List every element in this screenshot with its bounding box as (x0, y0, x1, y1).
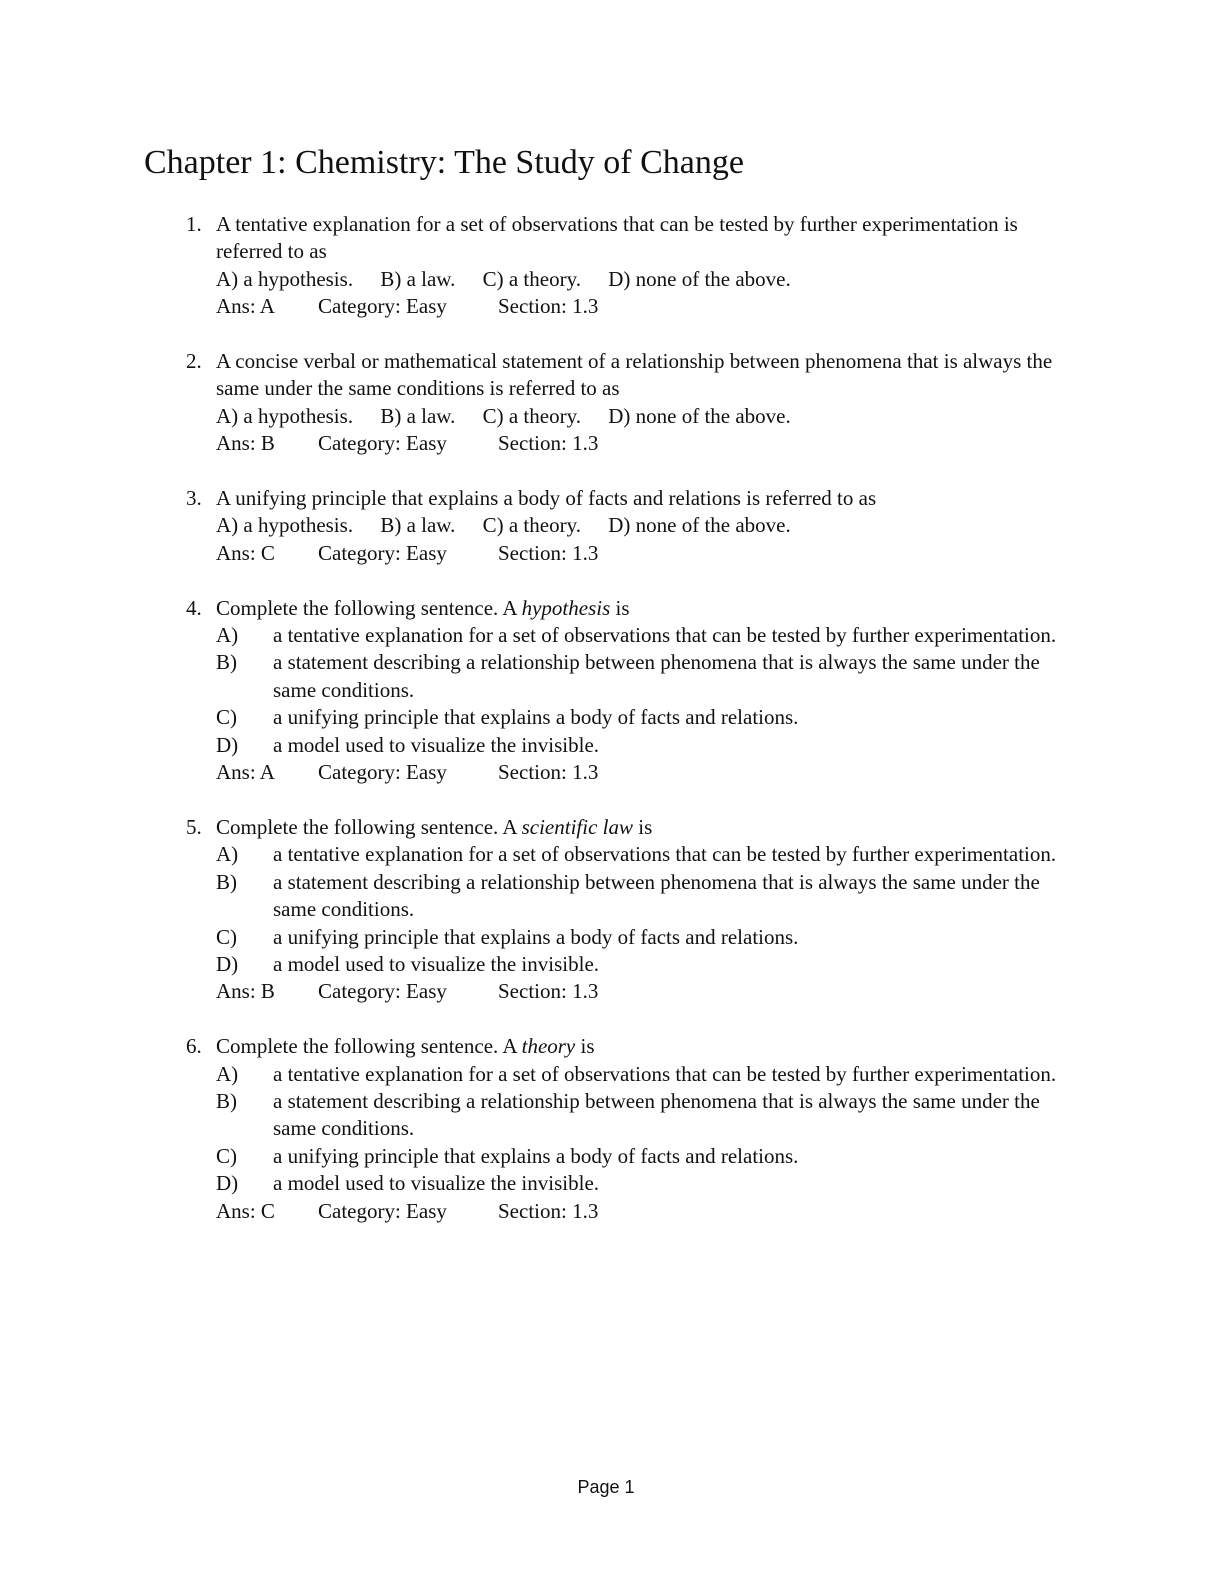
choice-letter: C) (216, 1143, 237, 1168)
choice-letter: D) (216, 1171, 239, 1196)
choice-letter: C) (216, 705, 237, 730)
question-body (216, 1033, 1066, 1225)
choice-c (216, 1143, 1066, 1170)
choice-text: a model used to visualize the invisible. (273, 951, 600, 976)
choice-a (216, 841, 1066, 868)
choice-d: D) none of the above. (608, 513, 791, 538)
choice-text: a statement describing a relationship between phenomena that is always the same under the same conditions. (273, 869, 1040, 922)
stem-term: theory (521, 1034, 576, 1059)
choice-letter: A) (216, 1061, 239, 1086)
answer-section: Section: 1.3 (498, 1198, 599, 1223)
answer-category: Category: Easy (318, 760, 447, 785)
choice-text: a tentative explanation for a set of observations that can be tested by further experimentation. (273, 1061, 1057, 1086)
choice-a: A) a hypothesis. (216, 266, 354, 291)
question-list (0, 211, 1224, 1252)
question-stem (216, 595, 1066, 622)
choice-letter: D) (216, 951, 239, 976)
choice-letter: B) (216, 650, 237, 675)
answer-key: Ans: C (216, 1198, 275, 1223)
choice-letter: D) (216, 732, 239, 757)
question-stem (216, 814, 1066, 841)
choice-c: C) a theory. (482, 266, 581, 291)
choice-letter: B) (216, 869, 237, 894)
stem-suffix: is (633, 814, 653, 839)
question-3 (0, 485, 1224, 567)
answer-section: Section: 1.3 (498, 540, 599, 565)
choice-letter: C) (216, 924, 237, 949)
choice-text: a model used to visualize the invisible. (273, 732, 600, 757)
choice-a (216, 622, 1066, 649)
choice-b: B) a law. (380, 513, 456, 538)
answer-line (216, 540, 1066, 567)
answer-category: Category: Easy (318, 540, 447, 565)
choice-text: a unifying principle that explains a body of facts and relations. (273, 924, 799, 949)
choice-list (216, 512, 1066, 539)
question-number: 5. (186, 814, 202, 839)
answer-key: Ans: C (216, 540, 275, 565)
choice-b: B) a law. (380, 266, 456, 291)
question-number: 1. (186, 212, 202, 236)
answer-key: Ans: A (216, 294, 275, 319)
choice-a (216, 1061, 1066, 1088)
stem-prefix: Complete the following sentence. A (216, 1034, 522, 1059)
answer-line (216, 430, 1066, 457)
question-stem: A tentative explanation for a set of observations that can be tested by further experimentation is referred to as (216, 212, 1018, 264)
question-1 (0, 211, 1224, 321)
answer-key: Ans: B (216, 431, 275, 456)
choice-c (216, 704, 1066, 731)
question-number: 2. (186, 349, 202, 374)
choice-text: a unifying principle that explains a body of facts and relations. (273, 705, 799, 730)
choice-text: a statement describing a relationship between phenomena that is always the same under the same conditions. (273, 650, 1040, 702)
question-stem (216, 1033, 1066, 1060)
question-body (216, 814, 1066, 1006)
choice-text: a unifying principle that explains a body of facts and relations. (273, 1143, 799, 1168)
question-number: 3. (186, 486, 202, 511)
choice-b (216, 869, 1066, 924)
choice-letter: A) (216, 842, 239, 867)
answer-key: Ans: B (216, 979, 275, 1004)
answer-line (216, 759, 1066, 786)
question-body (216, 211, 1066, 321)
question-body (216, 485, 1066, 567)
choice-text: a model used to visualize the invisible. (273, 1171, 600, 1196)
question-body (216, 348, 1066, 458)
question-stem: A unifying principle that explains a body of facts and relations is referred to as (216, 486, 877, 511)
choice-b (216, 649, 1066, 704)
stem-suffix: is (610, 595, 630, 620)
answer-category: Category: Easy (318, 1198, 447, 1223)
question-number: 4. (186, 595, 202, 620)
choice-a: A) a hypothesis. (216, 403, 354, 428)
question-stem: A concise verbal or mathematical statement of a relationship between phenomena that is always the same under the same conditions is referred to as (216, 349, 1053, 401)
choice-c: C) a theory. (482, 513, 581, 538)
choice-d (216, 951, 1066, 978)
answer-category: Category: Easy (318, 431, 447, 456)
answer-section: Section: 1.3 (498, 760, 599, 785)
stem-term: hypothesis (521, 595, 611, 620)
choice-a: A) a hypothesis. (216, 513, 354, 538)
choice-text: a tentative explanation for a set of observations that can be tested by further experimentation. (273, 842, 1057, 867)
choice-d: D) none of the above. (608, 266, 791, 291)
page-title: Chapter 1: Chemistry: The Study of Change (144, 144, 744, 181)
choice-d (216, 732, 1066, 759)
choice-b: B) a law. (380, 403, 456, 428)
choice-letter: B) (216, 1088, 237, 1113)
stem-prefix: Complete the following sentence. A (216, 814, 522, 839)
choice-c (216, 924, 1066, 951)
answer-line (216, 978, 1066, 1005)
question-2 (0, 348, 1224, 458)
answer-category: Category: Easy (318, 294, 447, 319)
page-number: Page 1 (577, 1477, 635, 1497)
choice-d (216, 1170, 1066, 1197)
question-number: 6. (186, 1034, 202, 1059)
answer-section: Section: 1.3 (498, 979, 599, 1004)
stem-prefix: Complete the following sentence. A (216, 595, 522, 620)
question-4 (0, 595, 1224, 787)
answer-section: Section: 1.3 (498, 431, 599, 456)
question-body (216, 595, 1066, 787)
answer-line (216, 293, 1066, 320)
choice-list (216, 266, 1066, 293)
choice-b (216, 1088, 1066, 1143)
stem-suffix: is (575, 1034, 595, 1059)
answer-key: Ans: A (216, 760, 275, 785)
choice-letter: A) (216, 623, 239, 648)
answer-category: Category: Easy (318, 979, 447, 1004)
choice-text: a statement describing a relationship between phenomena that is always the same under the same conditions. (273, 1088, 1040, 1141)
choice-c: C) a theory. (482, 403, 581, 428)
answer-line (216, 1198, 1066, 1225)
choice-list (216, 403, 1066, 430)
question-6 (0, 1033, 1224, 1225)
choice-text: a tentative explanation for a set of observations that can be tested by further experimentation. (273, 623, 1057, 648)
answer-section: Section: 1.3 (498, 294, 599, 319)
question-5 (0, 814, 1224, 1006)
stem-term: scientific law (521, 814, 634, 839)
choice-d: D) none of the above. (608, 403, 791, 428)
